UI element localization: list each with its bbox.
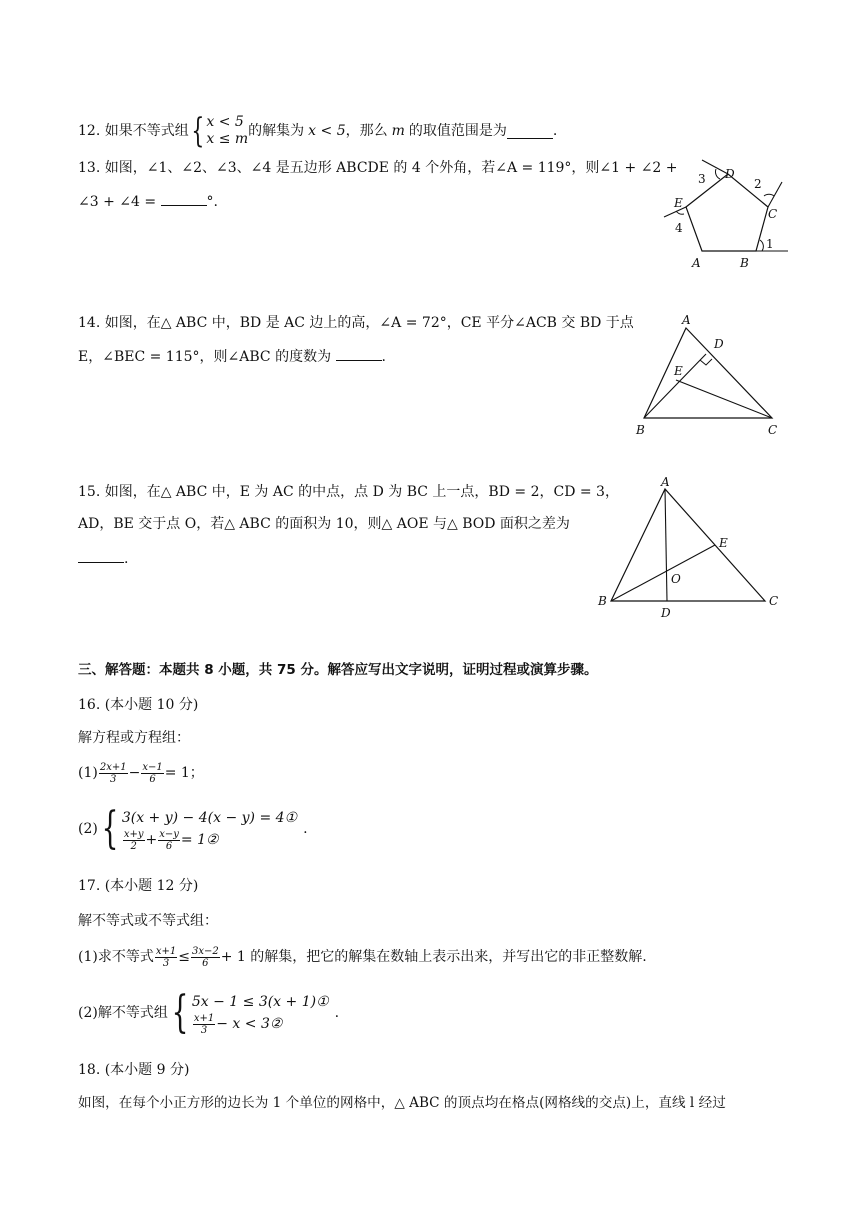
label-a: A [661,475,670,489]
q13-line1: 13. 如图，∠1、∠2、∠3、∠4 是五边形 ABCDE 的 4 个外角，若∠A = 119°，则∠1 + ∠2 + [78,160,678,176]
answer-blank [336,346,382,361]
q14-line1: 14. 如图，在△ ABC 中，BD 是 AC 边上的高，∠A = 72°，CE 平分∠ACB 交 BD 于点 [78,315,634,331]
q16-part2 [78,803,308,854]
q12-system-row2: x ≤ m [206,131,249,147]
fraction [141,762,163,785]
equation-tail: = 1； [164,765,204,781]
label-c: C [769,594,779,608]
q16-system [98,803,298,854]
q18-line1: 如图，在每个小正方形的边长为 1 个单位的网格中，△ ABC 的顶点均在格点(网格线的交点)上，直线 l 经过 [78,1095,726,1111]
denominator: 3 [200,1024,208,1036]
pentagon-diagram [650,152,800,272]
fraction [191,946,220,969]
q17-part1-prefix: (1)求不等式 [78,949,154,965]
equation-tail: = 1② [180,832,219,848]
question-12 [78,113,557,149]
q16-part1 [78,760,204,786]
numerator: x+1 [193,1012,215,1024]
q17-system [168,987,329,1038]
label-e: E [674,196,683,210]
q12-expr: x < 5 [308,123,346,139]
numerator: 2x+1 [99,761,127,773]
q12-system-row1: x < 5 [206,114,244,130]
period: . [303,821,308,837]
numerator: x+y [123,828,144,840]
label-c: C [768,207,778,221]
q16-part1-label: (1) [78,765,98,781]
q17-part2-prefix: (2)解不等式组 [78,1005,168,1021]
q16-eq2 [122,829,297,852]
label-2: 2 [754,177,762,191]
operator: ≤ [178,949,190,965]
fraction [99,762,128,785]
q17-part1-tail: + 1 的解集，把它的解集在数轴上表示出来，并写出它的非正整数解. [220,949,647,965]
triangle-aoe-diagram [595,475,795,620]
q16-instr: 解方程或方程组： [78,730,190,746]
operator: − [128,765,141,781]
q12-mid2: ，那么 [345,123,388,139]
q17-instr: 解不等式或不等式组： [78,913,218,929]
fraction [193,1013,215,1036]
label-a: A [692,256,701,270]
q16-eq1: 3(x + y) − 4(x − y) = 4① [121,809,298,826]
denominator: 3 [162,957,170,969]
label-d: D [714,337,724,351]
fraction [155,946,177,969]
q15-line2: AD，BE 交于点 O，若△ ABC 的面积为 10，则△ AOE 与△ BOD 面积之差为 [78,516,570,532]
q12-mid: 的解集为 [248,123,305,139]
label-o: O [671,572,681,586]
q14-line2-prefix: E，∠BEC = 115°，则∠ABC 的度数为 [78,349,332,365]
numerator: x−y [159,828,179,840]
q14-line2 [78,346,386,367]
q12-system [189,111,249,151]
q12-suffix: 的取值范围是为 [408,123,507,139]
period: . [334,1005,340,1021]
denominator: 2 [130,840,137,852]
q17-ineq2 [192,1013,329,1036]
brace-icon: { [171,987,189,1038]
label-b: B [636,423,645,437]
numerator: x−1 [142,761,163,773]
q16-part2-label: (2) [78,821,98,837]
q15-line3-end: . [124,551,129,567]
answer-blank [507,124,553,139]
answer-blank [161,191,207,206]
fraction [123,829,145,852]
fraction [158,829,180,852]
triangle-abc-diagram [630,310,790,440]
numerator: x+1 [155,945,177,957]
q12-var: m [391,123,405,139]
label-b: B [598,594,607,608]
label-e: E [719,536,728,550]
denominator: 6 [149,773,156,785]
brace-icon: { [191,111,205,151]
q13-line2 [78,191,218,212]
section-3-title: 三、解答题：本题共 8 小题，共 75 分。解答应写出文字说明，证明过程或演算步骤。 [78,662,598,678]
label-c: C [768,423,778,437]
operator: + [145,832,158,848]
label-4: 4 [675,221,683,235]
label-1: 1 [766,237,774,251]
numerator: 3x−2 [191,945,219,957]
q15-line1: 15. 如图，在△ ABC 中，E 为 AC 的中点，点 D 为 BC 上一点，BD = 2，CD = 3， [78,484,619,500]
label-d: D [725,167,735,181]
denominator: 6 [165,840,173,852]
q15-line3 [78,548,128,569]
q12-end: . [552,123,558,139]
q13-line2-prefix: ∠3 + ∠4 = [78,194,157,210]
q17-part1 [78,944,647,970]
label-e: E [674,364,683,378]
denominator: 3 [110,773,117,785]
q16-head: 16. (本小题 10 分) [78,697,199,713]
brace-icon: { [101,803,119,854]
inequality-tail: − x < 3② [216,1016,283,1032]
q17-ineq1: 5x − 1 ≤ 3(x + 1)① [191,993,329,1010]
q17-part2 [78,987,340,1038]
answer-blank [78,548,124,563]
q14-line2-end: . [381,349,386,365]
q12-prefix: 12. 如果不等式组 [78,123,189,139]
q18-head: 18. (本小题 9 分) [78,1062,190,1078]
q13-line2-end: °. [206,194,218,210]
label-b: B [740,256,749,270]
denominator: 6 [202,957,209,969]
label-3: 3 [698,172,706,186]
label-d: D [661,606,671,620]
label-a: A [682,313,691,327]
q17-head: 17. (本小题 12 分) [78,878,199,894]
